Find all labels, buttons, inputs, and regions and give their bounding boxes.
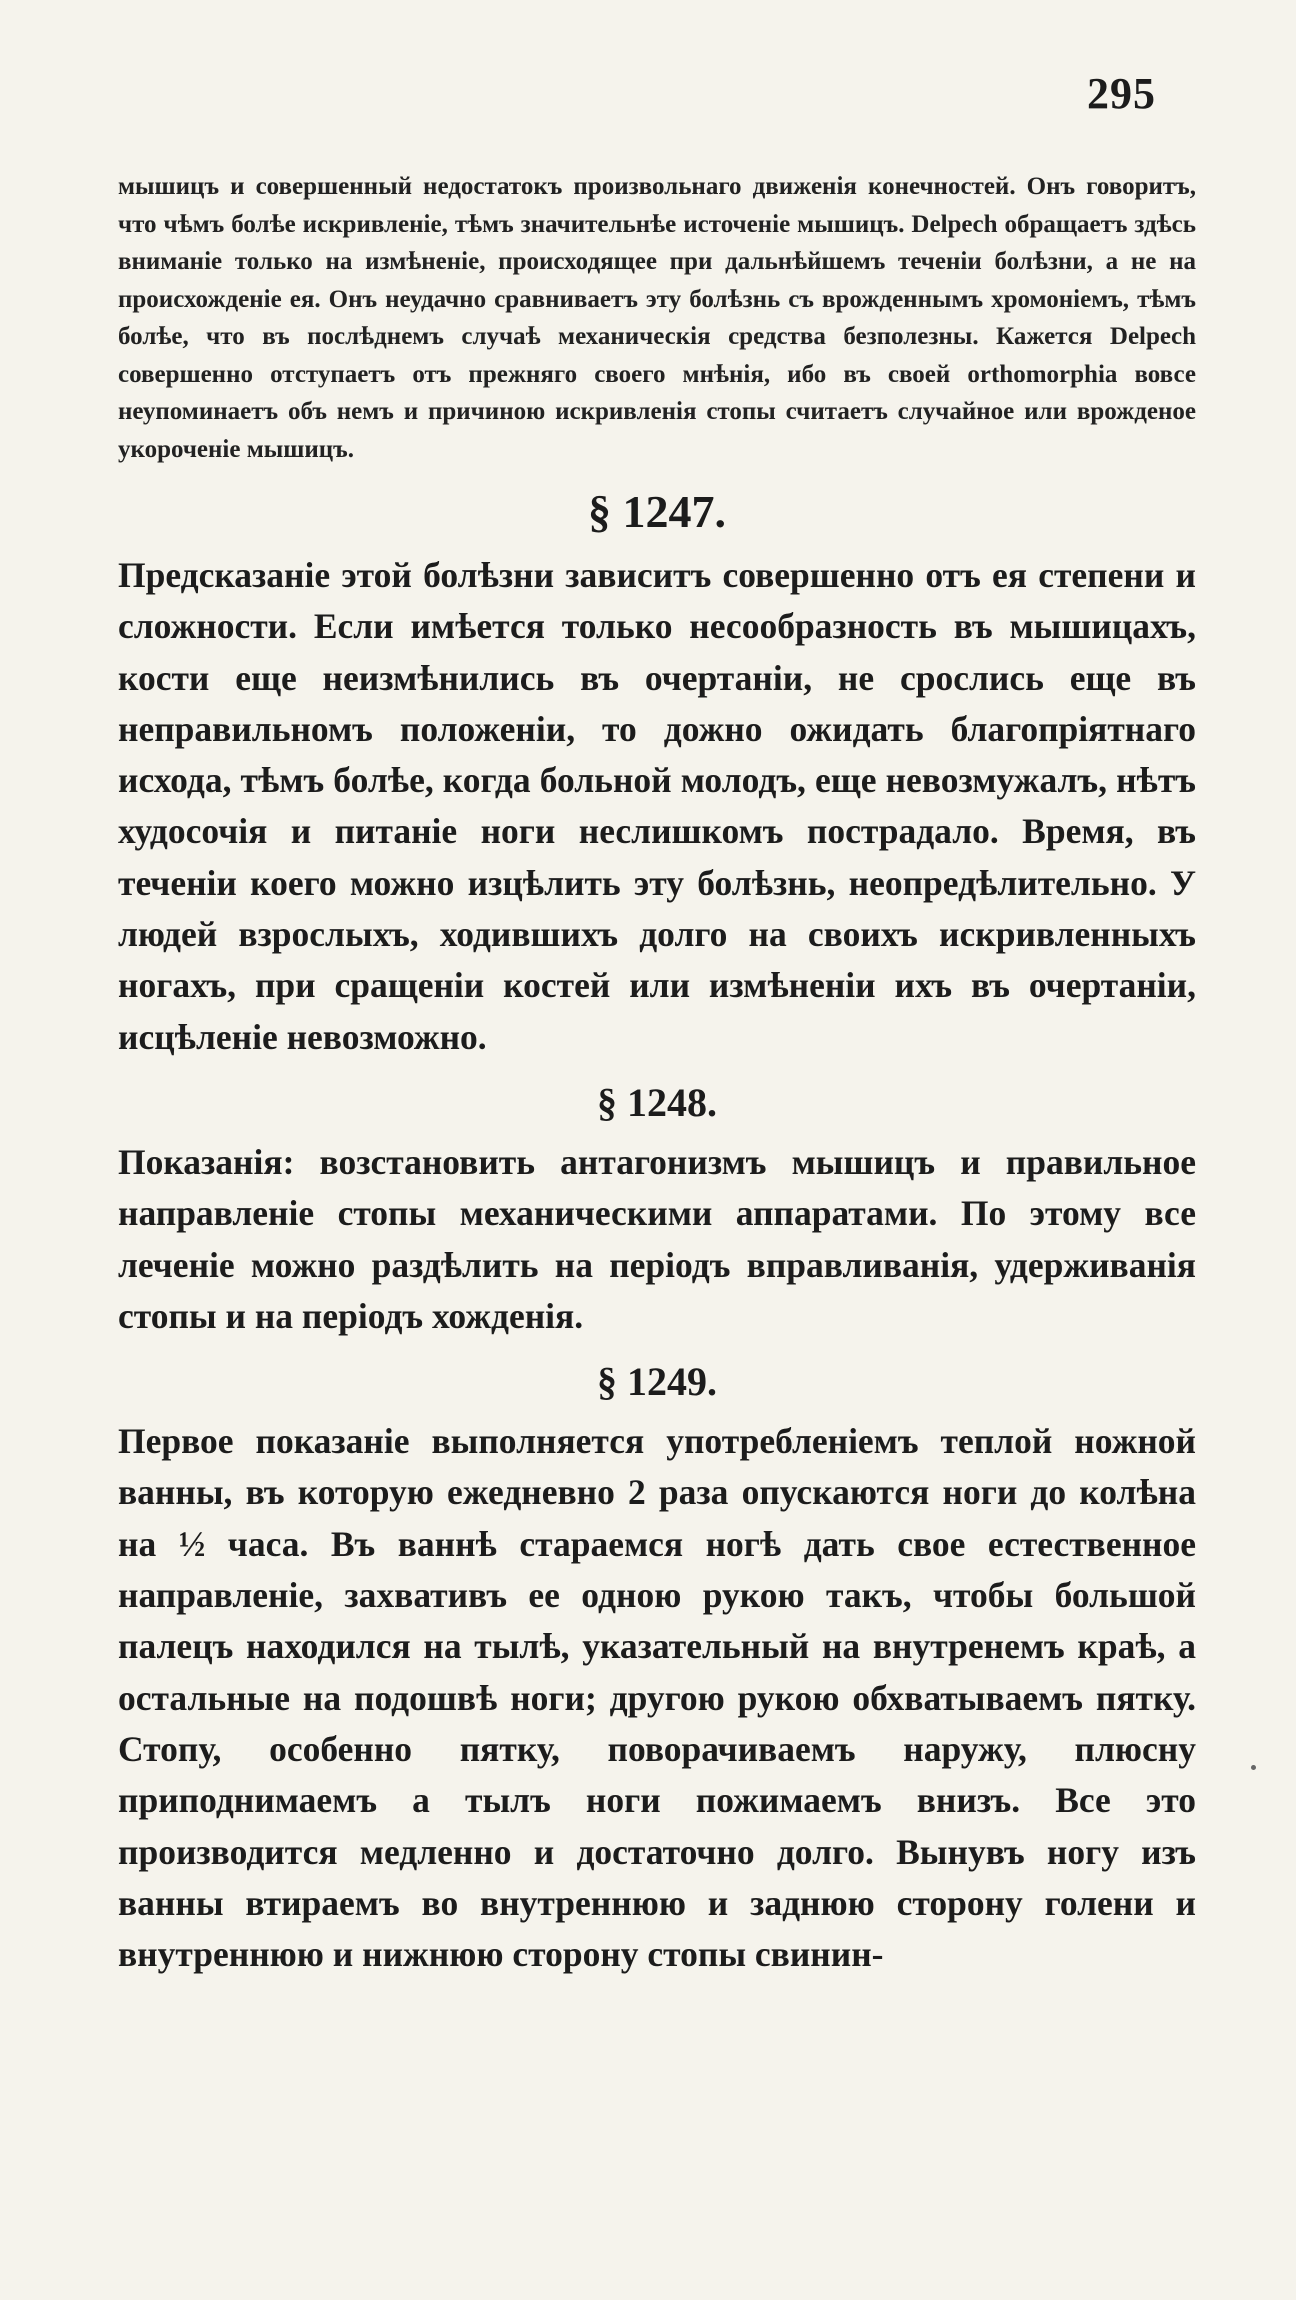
section-text-1248: Показанія: возстановить антагонизмъ мышицъ и правильное направленіе стопы механическими аппаратами. По этому все леченіе можно раздѣлить на періодъ вправливанія, удерживанія стопы и на періодъ хожденія. — [118, 1141, 1196, 1336]
section-heading-1248: § 1248. — [597, 1079, 717, 1125]
section-text-1249: Первое показаніе выполняется употребленіемъ теплой ножной ванны, въ которую ежедневно 2 раза опускаются ноги до колѣна на ½ часа. Въ ваннѣ стараемся ногѣ дать свое естественное направленіе, захвативъ ее одною рукою такъ, чтобы большой палецъ находился на тылѣ, указательный на внутренемъ краѣ, а остальные на подошвѣ ноги; другою рукою обхватываемъ пятку. Стопу, особенно пятку, поворачиваемъ наружу, плюсну приподнимаемъ а тылъ ноги пожимаемъ внизъ. Все это производится медленно и достаточно долго. Вынувъ ногу изъ ванны втираемъ во внутреннюю и заднюю сторону голени и внутреннюю и нижнюю сторону стопы свинин- — [118, 1421, 1196, 1975]
footnote-text: мышицъ и совершенный недостатокъ произвольнаго движенія конечностей. Онъ говоритъ, что чѣмъ болѣе искривленіе, тѣмъ значительнѣе источеніе мышицъ. Delpech обращаетъ здѣсь вниманіе только на измѣненіе, происходящее при дальнѣйшемъ теченіи болѣзни, а не на происхожденіе ея. Онъ неудачно сравниваетъ эту болѣзнь съ врожденнымъ хромоніемъ, тѣмъ болѣе, что въ послѣднемъ случаѣ механическія средства безполезны. Кажется Delpech совершенно отступаетъ отъ прежняго своего мнѣнія, ибо въ своей orthomorphia вовсе неупоминаетъ объ немъ и причиною искривленія стопы считаетъ случайное или врожденое укороченіе мышицъ. — [118, 173, 1196, 463]
section-text-1247: Предсказаніе этой болѣзни зависитъ совершенно отъ ея степени и сложности. Если имѣется только несообразность въ мышицахъ, кости еще неизмѣнились въ очертаніи, не срослись еще въ неправильномъ положеніи, то дожно ожидать благопріятнаго исхода, тѣмъ болѣе, когда больной молодъ, еще невозмужалъ, нѣтъ худосочія и питаніе ноги неслишкомъ пострадало. Время, въ теченіи коего можно изцѣлить эту болѣзнь, неопредѣлительно. У людей взрослыхъ, ходившихъ долго на своихъ искривленныхъ ногахъ, при сращеніи костей или измѣненіи ихъ въ очертаніи, исцѣленіе невозможно. — [118, 555, 1196, 1057]
page-number: 295 — [1087, 69, 1156, 118]
page-content — [118, 168, 1196, 1980]
section-heading-1247: § 1247. — [588, 486, 726, 537]
margin-dot — [1251, 1765, 1256, 1770]
section-heading-1249: § 1249. — [597, 1359, 717, 1405]
